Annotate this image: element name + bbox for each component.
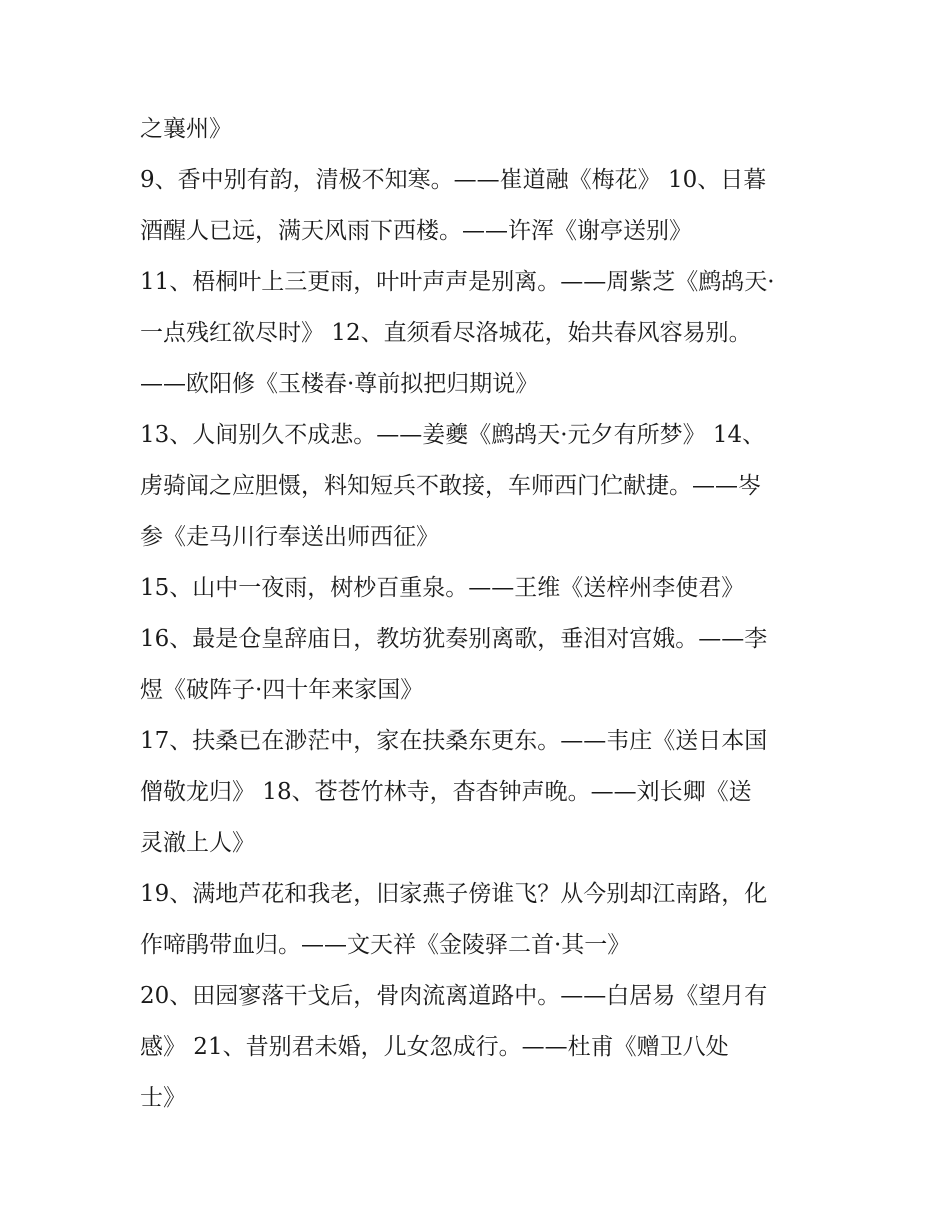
text-line: 参《走马川行奉送出师西征》 — [140, 524, 439, 550]
text-line: 17、扶桑已在渺茫中，家在扶桑东更东。——韦庄《送日本国 — [140, 728, 768, 754]
text-line: 煜《破阵子·四十年来家国》 — [140, 677, 424, 703]
text-line: 僧敬龙归》 18、苍苍竹林寺，杳杳钟声晚。——刘长卿《送 — [140, 779, 752, 805]
text-line: 之襄州》 — [140, 116, 232, 142]
text-line: 19、满地芦花和我老，旧家燕子傍谁飞？从今别却江南路，化 — [140, 881, 768, 907]
text-line: 酒醒人已远，满天风雨下西楼。——许浑《谢亭送别》 — [140, 218, 692, 244]
text-line: 作啼鹃带血归。——文天祥《金陵驿二首·其一》 — [140, 932, 631, 958]
text-line: 20、田园寥落干戈后，骨肉流离道路中。——白居易《望月有 — [140, 983, 768, 1009]
text-line: 16、最是仓皇辞庙日，教坊犹奏别离歌，垂泪对宫娥。——李 — [140, 626, 768, 652]
text-line: 虏骑闻之应胆慑，料知短兵不敢接，车师西门伫献捷。——岑 — [140, 473, 761, 499]
text-line: 9、香中别有韵，清极不知寒。——崔道融《梅花》 10、日暮 — [140, 167, 767, 193]
poem-text-block — [140, 104, 820, 1124]
text-line: ——欧阳修《玉楼春·尊前拟把归期说》 — [140, 371, 539, 397]
text-line: 一点残红欲尽时》 12、直须看尽洛城花，始共春风容易别。 — [140, 320, 752, 346]
text-line: 灵澈上人》 — [140, 830, 255, 856]
text-line: 13、人间别久不成悲。——姜夔《鹧鸪天·元夕有所梦》 14、 — [140, 422, 766, 448]
text-line: 感》 21、昔别君未婚，儿女忽成行。——杜甫《赠卫八处 — [140, 1034, 729, 1060]
text-line: 11、梧桐叶上三更雨，叶叶声声是别离。——周紫芝《鹧鸪天· — [140, 269, 775, 295]
text-line: 士》 — [140, 1085, 186, 1111]
text-line: 15、山中一夜雨，树杪百重泉。——王维《送梓州李使君》 — [140, 575, 745, 601]
